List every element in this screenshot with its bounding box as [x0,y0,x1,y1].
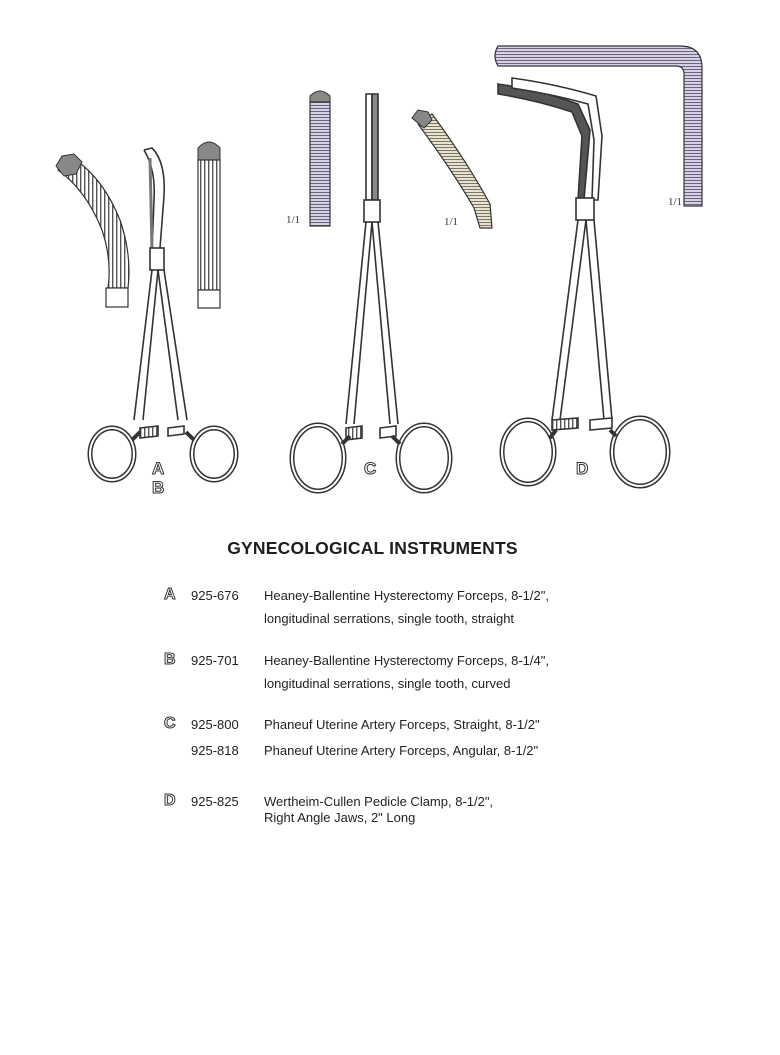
clamp-d [498,78,668,486]
entry-description: Phaneuf Uterine Artery Forceps, Straight, 8-1/2" [264,717,540,732]
figure-label-b: B [152,478,165,497]
catalog-number: 925-701 [191,653,239,668]
scale-mark: 1/1 [444,216,459,228]
jaw-detail-c-straight [310,91,330,226]
catalog-number: 925-800 [191,717,239,732]
entry-description-detail: longitudinal serrations, single tooth, curved [264,676,511,691]
jaw-detail-a [56,154,129,307]
jaw-detail-c-angular [412,110,492,228]
entry-description: Heaney-Ballentine Hysterectomy Forceps, 8-1/4", [264,653,549,668]
entry-description: Heaney-Ballentine Hysterectomy Forceps, 8-1/2", [264,588,549,603]
entry-description-detail: Right Angle Jaws, 2" Long [264,810,416,825]
figure-label-a: A [152,459,165,478]
catalog-entry-a [0,586,780,626]
catalog-number: 925-676 [191,588,239,603]
entry-description: Wertheim-Cullen Pedicle Clamp, 8-1/2", [264,794,494,809]
entry-letter: D [164,792,176,809]
catalog-entry-b [0,651,780,691]
scale-mark: 1/1 [286,214,301,226]
catalog-entry-c [0,715,780,738]
page-title: GYNECOLOGICAL INSTRUMENTS [227,538,518,558]
jaw-detail-b [198,142,220,308]
catalog-number: 925-825 [191,794,239,809]
entry-letter: C [164,715,176,732]
entry-letter: A [164,586,176,603]
scale-mark: 1/1 [668,196,683,208]
figure-label-c: C [364,459,377,478]
instrument-illustrations [0,0,780,520]
figure-label-d: D [576,459,589,478]
entry-description-detail: longitudinal serrations, single tooth, straight [264,611,515,626]
catalog-entry-c-angular [0,741,780,764]
catalog-entry-d [0,792,780,825]
entry-description: Phaneuf Uterine Artery Forceps, Angular, 8-1/2" [264,743,539,758]
catalog-number: 925-818 [191,743,239,758]
entry-letter: B [164,651,176,668]
